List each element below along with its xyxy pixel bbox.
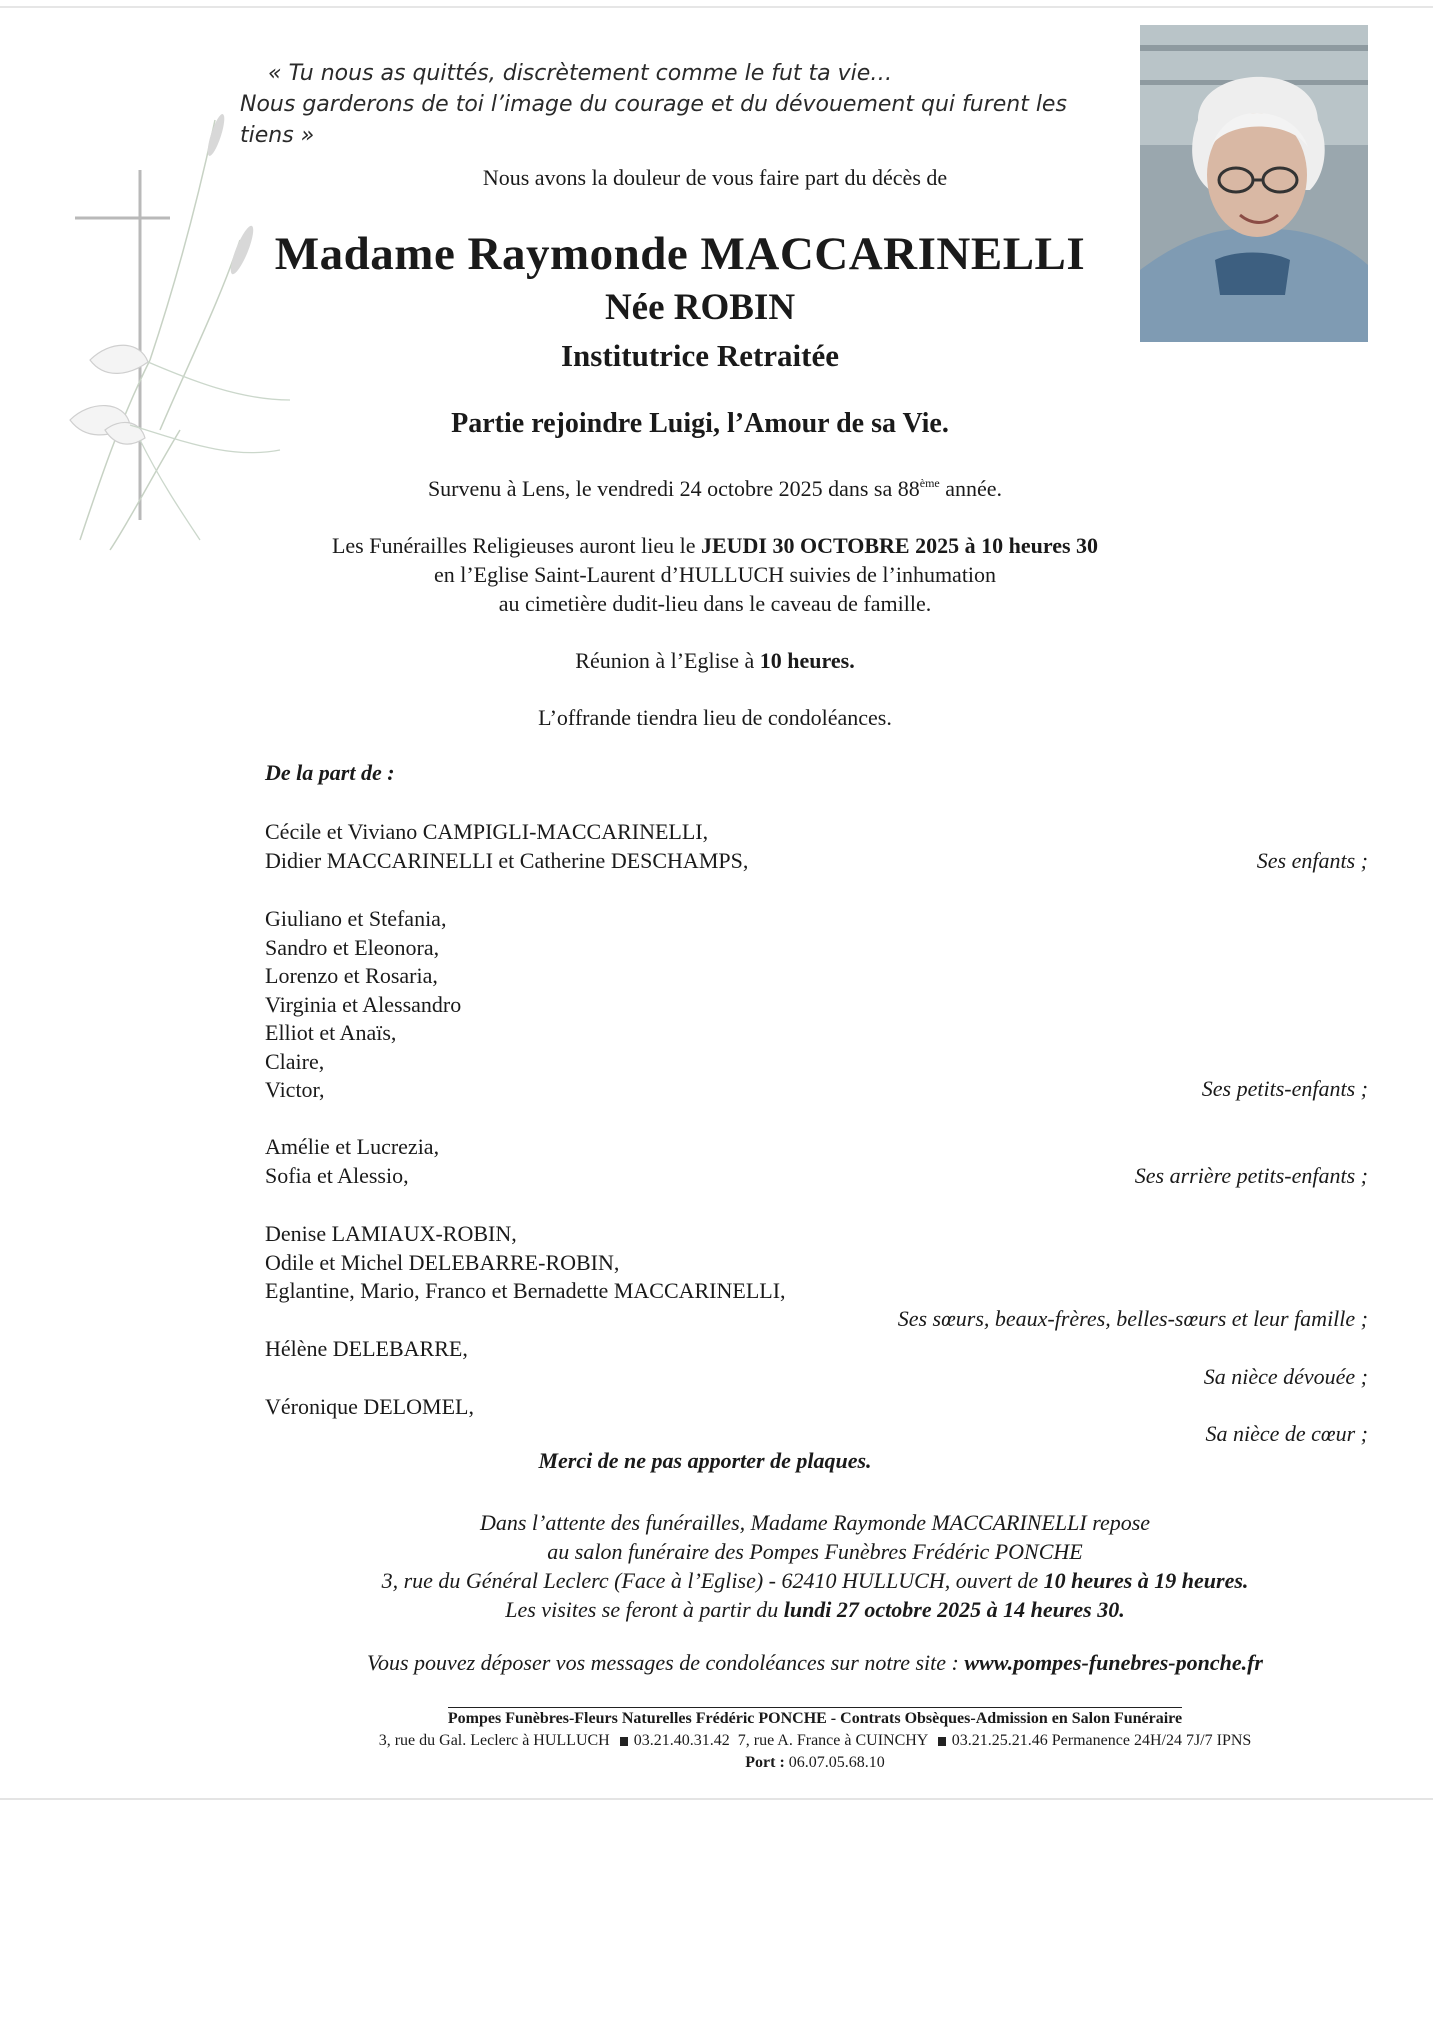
port-label: Port : (745, 1754, 785, 1771)
occupation: Institutrice Retraitée (560, 338, 840, 373)
footer-company: Pompes Funèbres-Fleurs Naturelles Frédéric PONCHE - Contrats Obsèques-Admission en Salon Funéraire (448, 1707, 1182, 1727)
family-name-line: Claire, (265, 1048, 325, 1074)
funeral-line-1 (240, 531, 1190, 560)
deceased-name: Madame Raymonde MACCARINELLI (274, 228, 1086, 280)
footer-contact-line (240, 1730, 1390, 1752)
niece-devouee-name: Hélène DELEBARRE, (265, 1336, 468, 1361)
family-name-line: Eglantine, Mario, Franco et Bernadette MACCARINELLI, (265, 1278, 786, 1303)
footer-address-cuinchy: 7, rue A. France à CUINCHY (737, 1732, 928, 1749)
footer (240, 1708, 1390, 1774)
repose-line-3 (240, 1566, 1390, 1595)
relation-grandchildren: Ses petits-enfants ; (1201, 1076, 1368, 1101)
announcement: Nous avons la douleur de vous faire part du décès de (482, 165, 948, 190)
opening-hours: 10 heures à 19 heures. (1043, 1568, 1249, 1593)
relation-siblings: Ses sœurs, beaux-frères, belles-sœurs et leur famille ; (897, 1306, 1368, 1331)
funeral-details (240, 531, 1190, 618)
family-name-line: Lorenzo et Rosaria, (265, 963, 438, 988)
funeral-line-1-prefix: Les Funérailles Religieuses auront lieu le (331, 533, 701, 558)
maiden-name: Née ROBIN (604, 287, 796, 328)
funeral-date-time: JEUDI 30 OCTOBRE 2025 à 10 heures 30 (700, 533, 1099, 558)
footer-address-hulluch: 3, rue du Gal. Leclerc à HULLUCH (378, 1732, 610, 1749)
relation-great-grandchildren: Ses arrière petits-enfants ; (1134, 1163, 1368, 1188)
quote-line-2: Nous garderons de toi l’image du courage et du dévouement qui furent les tiens » (240, 92, 1067, 148)
scan-edge-bottom (0, 1798, 1433, 1800)
reunion-time: 10 heures. (759, 648, 855, 673)
relation-children: Ses enfants ; (1256, 848, 1368, 873)
funeral-line-2: en l’Eglise Saint-Laurent d’HULLUCH suivies de l’inhumation (433, 562, 997, 587)
footer-port-line (240, 1752, 1390, 1774)
family-name-line: Victor, (265, 1077, 325, 1102)
condolences-prefix: Vous pouvez déposer vos messages de condoléances sur notre site : (367, 1650, 965, 1675)
tribute-line: Partie rejoindre Luigi, l’Amour de sa Vie. (451, 408, 949, 439)
visits-prefix: Les visites se feront à partir du (505, 1597, 784, 1622)
death-superscript: ème (919, 476, 940, 490)
family-name-line: Giuliano et Stefania, (265, 906, 447, 931)
offrande-line: L’offrande tiendra lieu de condoléances. (538, 705, 892, 730)
death-notice (240, 474, 1190, 503)
quote-block (240, 58, 1120, 151)
lily-flowers (70, 345, 148, 444)
family-name-line: Sandro et Eleonora, (265, 934, 440, 960)
reunion-line (240, 646, 1190, 675)
lily-leaves (130, 362, 290, 540)
port-number: 06.07.05.68.10 (788, 1754, 885, 1771)
family-name-line: Odile et Michel DELEBARRE-ROBIN, (265, 1249, 620, 1275)
website-link[interactable]: www.pompes-funebres-ponche.fr (964, 1650, 1263, 1675)
phone-icon (620, 1737, 628, 1746)
visits-date: lundi 27 octobre 2025 à 14 heures 30. (783, 1597, 1125, 1622)
wheat-stalks (80, 120, 240, 550)
footer-phone-hulluch: 03.21.40.31.42 (633, 1732, 730, 1749)
relation-niece-devouee: Sa nièce dévouée ; (1203, 1364, 1368, 1389)
de-la-part-heading: De la part de : (265, 760, 395, 785)
repose-line-1: Dans l’attente des funérailles, Madame Raymonde MACCARINELLI repose (479, 1510, 1151, 1535)
reunion-prefix: Réunion à l’Eglise à (575, 648, 760, 673)
repose-address: 3, rue du Général Leclerc (Face à l’Eglise) - 62410 HULLUCH, ouvert de (381, 1568, 1044, 1593)
family-name-line: Cécile et Viviano CAMPIGLI-MACCARINELLI, (265, 819, 709, 844)
death-text-after: année. (939, 476, 1003, 501)
family-name-line: Elliot et Anaïs, (265, 1020, 397, 1045)
family-name-line: Virginia et Alessandro (265, 991, 462, 1017)
family-name-line: Sofia et Alessio, (265, 1162, 409, 1188)
relation-niece-coeur: Sa nièce de cœur ; (1205, 1421, 1368, 1446)
no-plaques-request: Merci de ne pas apporter de plaques. (538, 1448, 872, 1473)
niece-coeur-name: Véronique DELOMEL, (265, 1394, 474, 1419)
siblings-names (265, 1220, 786, 1306)
great-grandchildren-names (265, 1133, 439, 1190)
funeral-line-3: au cimetière dudit-lieu dans le caveau de famille. (498, 591, 932, 616)
phone-icon (938, 1737, 946, 1746)
footer-permanence: Permanence 24H/24 7J/7 IPNS (1051, 1732, 1252, 1749)
children-names (265, 818, 748, 875)
footer-company-line (240, 1708, 1390, 1730)
family-name-line: Amélie et Lucrezia, (265, 1134, 440, 1159)
repose-line-2: au salon funéraire des Pompes Funèbres Frédéric PONCHE (547, 1539, 1083, 1564)
repose-block (240, 1508, 1390, 1624)
grandchildren-names (265, 905, 461, 1105)
death-text-before: Survenu à Lens, le vendredi 24 octobre 2025 dans sa 88 (427, 476, 920, 501)
repose-line-4 (240, 1595, 1390, 1624)
family-name-line: Denise LAMIAUX-ROBIN, (265, 1221, 517, 1246)
footer-phone-cuinchy: 03.21.25.21.46 (951, 1732, 1048, 1749)
family-name-line: Didier MACCARINELLI et Catherine DESCHAMPS, (265, 847, 749, 873)
condolences-line (240, 1650, 1390, 1676)
scan-edge-top (0, 6, 1433, 8)
quote-line-1: « Tu nous as quittés, discrètement comme le fut ta vie… (268, 61, 893, 86)
